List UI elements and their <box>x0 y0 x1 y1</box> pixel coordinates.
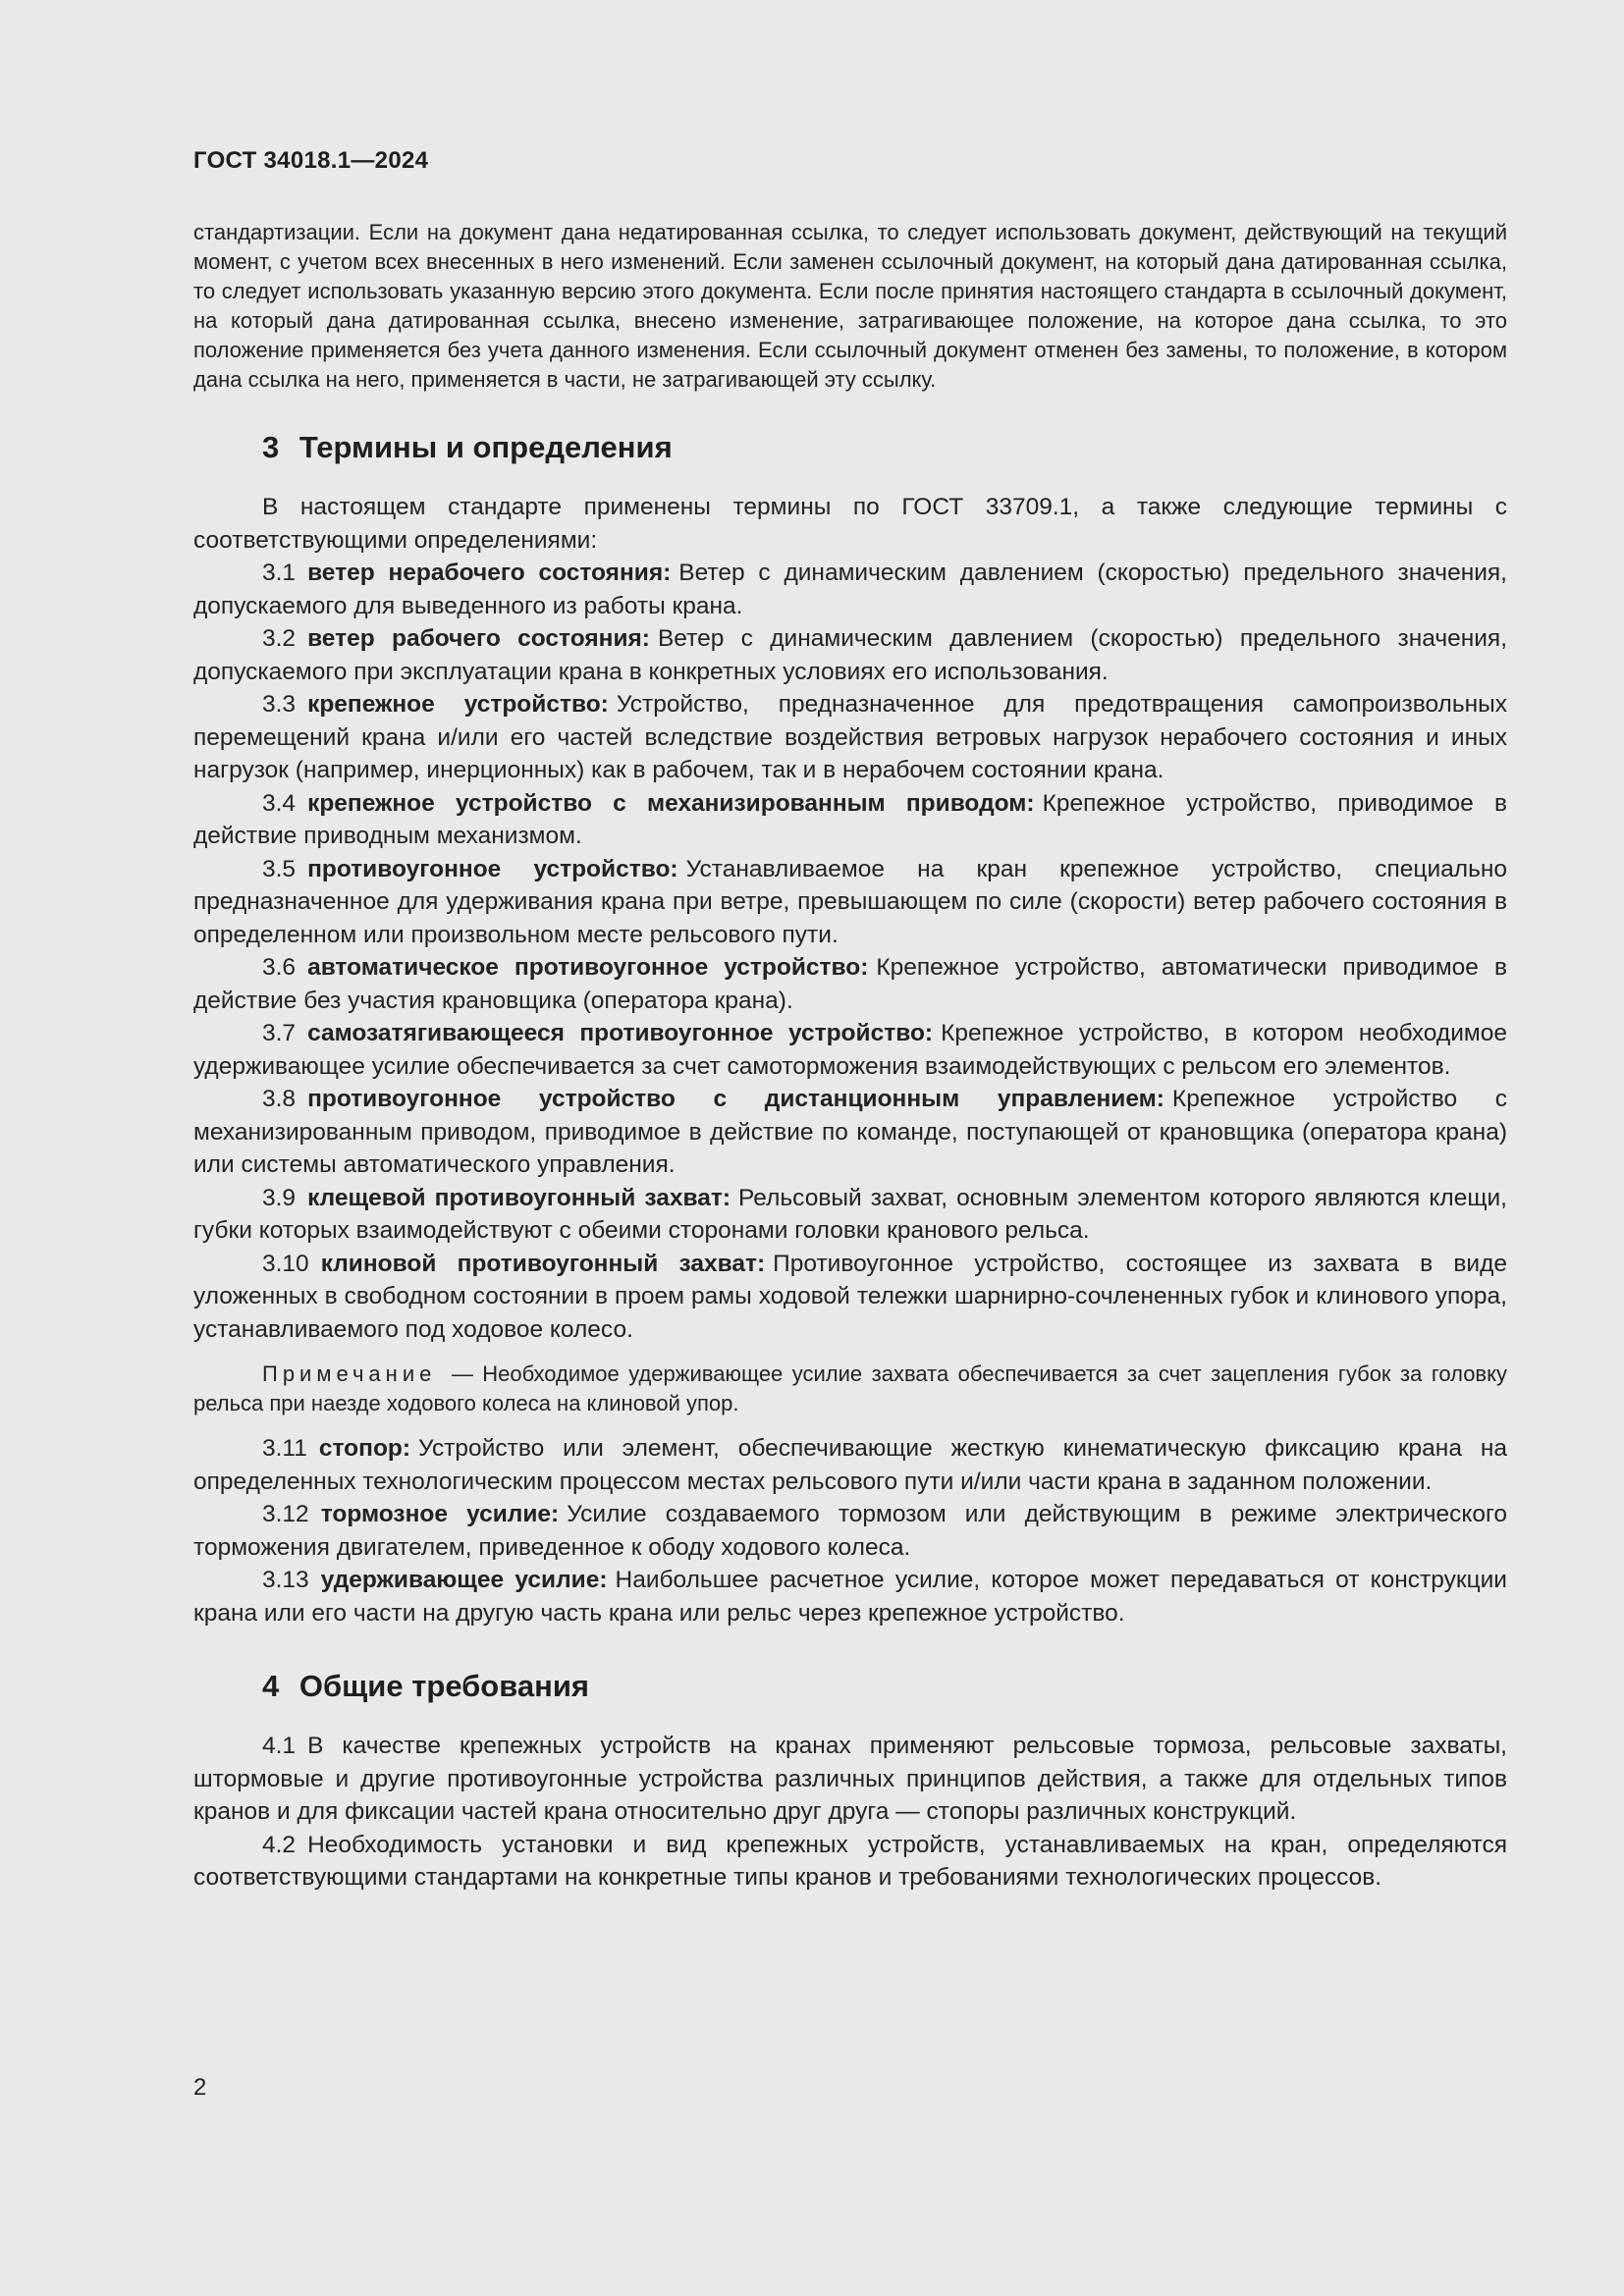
term-item <box>193 1498 1507 1564</box>
section-title: Общие требования <box>298 1669 589 1703</box>
term-name: крепежное устройство: <box>307 691 609 718</box>
term-item <box>193 622 1507 688</box>
term-item <box>193 1083 1507 1182</box>
term-number: 3.3 <box>262 691 297 718</box>
term-number: 3.5 <box>262 855 297 882</box>
term-number: 3.9 <box>262 1184 297 1211</box>
term-definition: Ветер с динамическим давлением (скоростью) предельного значения, допускаемого при эксплуатации крана в конкретных условиях его использования. <box>193 625 1508 685</box>
term-number: 3.1 <box>262 560 297 586</box>
term-definition: Крепежное устройство, приводимое в действие приводным механизмом. <box>193 789 1507 849</box>
term-definition: Ветер с динамическим давлением (скоростью) предельного значения, допускаемого для выведенного из работы крана. <box>193 560 1507 619</box>
term-definition: Противоугонное устройство, состоящее из захвата в виде уложенных в свободном состоянии в проем рамы ходовой тележки шарнирно-сочлененных губок и клинового упора, устанавливаемого под ходовое колесо. <box>193 1250 1507 1343</box>
clause-text: Необходимость установки и вид крепежных устройств, устанавливаемых на кран, определяются соответствующими стандартами на конкретные типы кранов и требованиями технологических процессов. <box>193 1831 1507 1891</box>
term-number: 3.13 <box>262 1567 309 1593</box>
section-3-lead: В настоящем стандарте применены термины по ГОСТ 33709.1, а также следующие термины с соответствующими определениями: <box>193 494 1507 554</box>
term-name: ветер нерабочего состояния: <box>307 560 672 586</box>
document-header: ГОСТ 34018.1—2024 <box>193 147 429 174</box>
term-item <box>193 1182 1507 1248</box>
term-item <box>193 688 1507 787</box>
term-name: автоматическое противоугонное устройство: <box>307 954 869 981</box>
term-definition: Наибольшее расчетное усилие, которое может передаваться от конструкции крана или его части на другую часть крана или рельс через крепежное устройство. <box>193 1567 1507 1627</box>
term-number: 3.2 <box>262 625 297 652</box>
term-name: противоугонное устройство с дистанционным управлением: <box>307 1086 1164 1112</box>
section-title: Термины и определения <box>298 430 673 464</box>
term-number: 3.10 <box>262 1250 309 1277</box>
term-number: 3.7 <box>262 1020 297 1046</box>
term-item <box>193 853 1507 952</box>
clause-4-1 <box>193 1730 1507 1829</box>
term-item <box>193 1432 1507 1498</box>
term-number: 3.8 <box>262 1086 297 1112</box>
term-item <box>193 557 1507 622</box>
term-definition: Устройство или элемент, обеспечивающие жесткую кинематическую фиксацию крана на определенных технологическим процессом местах рельсового пути и/или части крана в заданном положении. <box>193 1435 1507 1495</box>
term-number: 3.11 <box>262 1435 307 1462</box>
term-name: клещевой противоугонный захват: <box>307 1184 731 1211</box>
term-definition: Рельсовый захват, основным элементом которого являются клещи, губки которых взаимодействуют с обеими сторонами головки кранового рельса. <box>193 1184 1507 1244</box>
term-definition: Усилие создаваемого тормозом или действующим в режиме электрического торможения двигателем, приведенное к ободу ходового колеса. <box>193 1501 1507 1561</box>
term-number: 3.12 <box>262 1501 309 1527</box>
term-number: 3.6 <box>262 954 297 981</box>
term-name: клиновой противоугонный захват: <box>320 1250 766 1277</box>
term-definition: Крепежное устройство, в котором необходимое удерживающее усилие обеспечивается за счет самоторможения взаимодействующих с рельсом его элементов. <box>193 1020 1507 1080</box>
term-definition: Устройство, предназначенное для предотвращения самопроизвольных перемещений крана и/или его частей вследствие воздействия ветровых нагрузок нерабочего состояния и иных нагрузок (например, инерционных) как в рабочем, так и в нерабочем состоянии крана. <box>193 691 1507 783</box>
note-text: — Необходимое удерживающее усилие захвата обеспечивается за счет зацепления губок за головку рельса при наезде ходового колеса на клиновой упор. <box>193 1362 1507 1415</box>
term-name: ветер рабочего состояния: <box>307 625 650 652</box>
page-number: 2 <box>193 2074 207 2101</box>
term-item <box>193 951 1507 1017</box>
clause-text: В качестве крепежных устройств на кранах применяют рельсовые тормоза, рельсовые захваты, штормовые и другие противоугонные устройства различных принципов действия, а также для отдельных типов кранов и для фиксации частей крана относительно друг друга — стопоры различных конструкций. <box>193 1733 1507 1825</box>
term-name: самозатягивающееся противоугонное устройство: <box>307 1020 934 1046</box>
term-item <box>193 1564 1507 1629</box>
terms-list-1 <box>193 557 1507 1346</box>
term-item <box>193 1248 1507 1347</box>
section-number: 3 <box>262 430 280 464</box>
term-name: противоугонное устройство: <box>307 855 678 882</box>
term-name: тормозное усилие: <box>320 1501 560 1527</box>
term-item <box>193 1017 1507 1083</box>
term-number: 3.4 <box>262 789 297 817</box>
document-page <box>193 147 1507 1895</box>
term-item <box>193 787 1507 853</box>
term-name: крепежное устройство с механизированным приводом: <box>307 789 1035 817</box>
note-paragraph <box>193 1360 1507 1418</box>
intro-paragraph: стандартизации. Если на документ дана недатированная ссылка, то следует использовать документ, действующий на текущий момент, с учетом всех внесенных в него изменений. Если заменен ссылочный документ, на который дана датированная ссылка, то следует использовать указанную версию этого документа. Если после принятия настоящего стандарта в ссылочный документ, на который дана датированная ссылка, внесено изменение, затрагивающее положение, на которое дана ссылка, то это положение применяется без учета данного изменения. Если ссылочный документ отменен без замены, то положение, в котором дана ссылка на него, применяется в части, не затрагивающей эту ссылку. <box>193 220 1507 392</box>
section-number: 4 <box>262 1669 280 1703</box>
clause-number: 4.1 <box>262 1733 297 1759</box>
term-name: стопор: <box>318 1435 411 1462</box>
terms-list-2 <box>193 1432 1507 1629</box>
section-4-heading <box>262 1669 1507 1704</box>
term-definition: Крепежное устройство, автоматически приводимое в действие без участия крановщика (оператора крана). <box>193 954 1507 1014</box>
section-3-heading <box>262 430 1507 465</box>
term-definition: Крепежное устройство с механизированным приводом, приводимое в действие по команде, поступающей от крановщика (оператора крана) или системы автоматического управления. <box>193 1086 1507 1178</box>
term-name: удерживающее усилие: <box>320 1567 608 1593</box>
note-label: Примечание <box>262 1362 437 1386</box>
clause-4-2 <box>193 1829 1507 1895</box>
term-definition: Устанавливаемое на кран крепежное устройство, специально предназначенное для удерживания крана при ветре, превышающем по силе (скорости) ветер рабочего состояния в определенном или произвольном месте рельсового пути. <box>193 855 1507 948</box>
clause-number: 4.2 <box>262 1831 297 1858</box>
